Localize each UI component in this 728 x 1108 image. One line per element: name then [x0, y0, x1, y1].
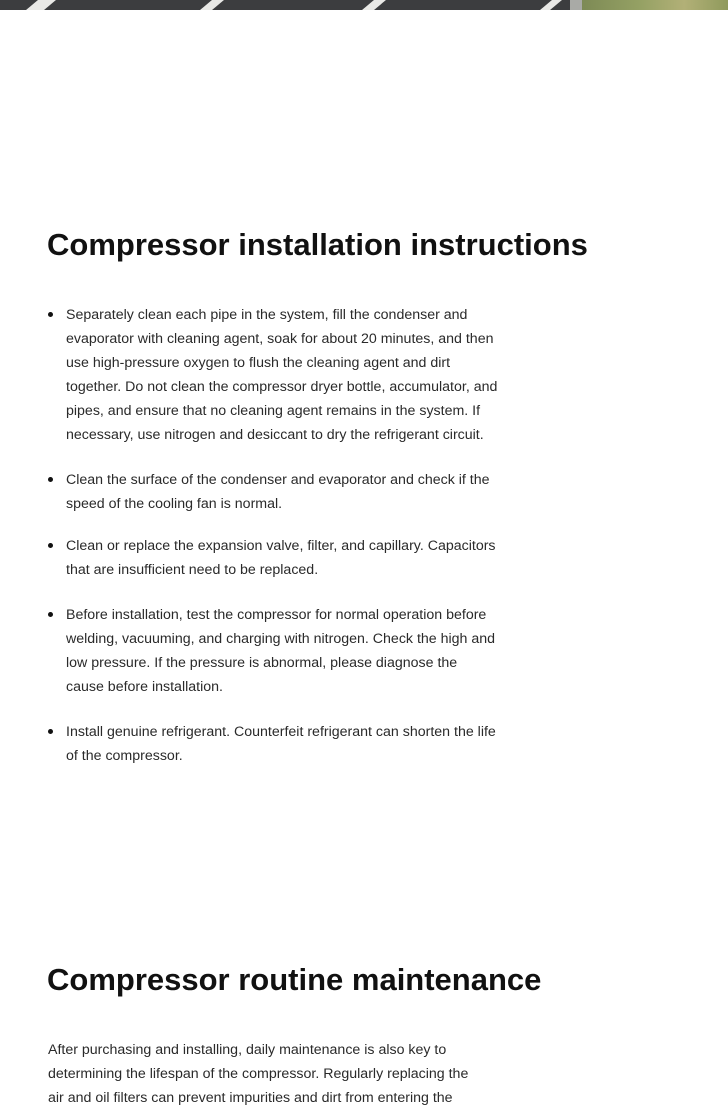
list-item	[66, 603, 498, 699]
list-item-text: Separately clean each pipe in the system, fill the condenser and evaporator with cleaning agent, soak for about 20 minutes, and then use high-pressure oxygen to flush the cleaning agent and dirt together. Do not clean the compressor dryer bottle, accumulator, and pipes, and ensure that no cleaning agent remains in the system. If necessary, use nitrogen and desiccant to dry the refrigerant circuit.	[66, 307, 498, 443]
list-item-text: Before installation, test the compressor for normal operation before welding, vacuuming, and charging with nitrogen. Check the high and low pressure. If the pressure is abnormal, please diagnose the cause before installation.	[66, 607, 496, 695]
list-item	[66, 468, 498, 516]
bullet-icon	[48, 729, 53, 734]
list-item-text: Clean the surface of the condenser and evaporator and check if the speed of the cooling fan is normal.	[66, 472, 490, 512]
installation-section-title: Compressor installation instructions	[47, 227, 588, 262]
list-item	[66, 534, 498, 582]
hero-image	[0, 0, 728, 10]
bullet-icon	[48, 543, 53, 548]
road-lane-marking	[362, 0, 386, 10]
list-item	[66, 303, 498, 447]
bullet-icon	[48, 477, 53, 482]
list-item-text: Clean or replace the expansion valve, filter, and capillary. Capacitors that are insufficient need to be replaced.	[66, 538, 496, 578]
road-lane-marking	[540, 0, 562, 10]
list-item-text: Install genuine refrigerant. Counterfeit refrigerant can shorten the life of the compressor.	[66, 724, 496, 764]
installation-steps-list	[66, 303, 498, 789]
roadside-grass	[582, 0, 728, 10]
maintenance-section-title: Compressor routine maintenance	[47, 962, 542, 997]
road-lane-marking	[26, 0, 56, 10]
bullet-icon	[48, 612, 53, 617]
bullet-icon	[48, 312, 53, 317]
maintenance-intro-paragraph: After purchasing and installing, daily maintenance is also key to determining the lifespan of the compressor. Regularly replacing the air and oil filters can prevent impurities and dirt from entering the	[48, 1042, 469, 1106]
road-lane-marking	[200, 0, 224, 10]
list-item	[66, 720, 498, 768]
